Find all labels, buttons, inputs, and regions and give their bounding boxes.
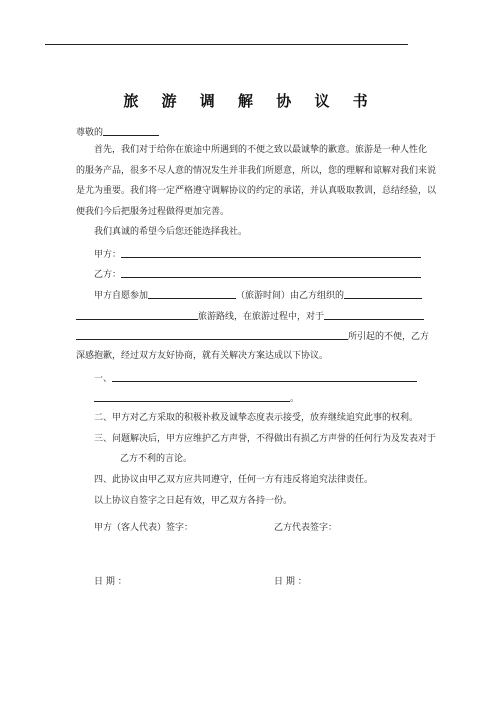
- item4: 四、此协议由甲乙双方应共同遵守，任何一方有违反将追究法律责任。: [94, 475, 374, 485]
- incident-blank: [324, 310, 424, 320]
- item1-line2: [94, 392, 299, 405]
- party-a-line: [94, 248, 421, 261]
- party-a-blank: [121, 248, 421, 258]
- body-line4: 深感抱歉，经过双方友好协商，就有关解决方案达成以下协议。: [76, 351, 329, 361]
- tour-time-blank: [148, 289, 236, 299]
- body-d: 所引起的不便，乙方: [348, 332, 430, 342]
- party-b-line: [94, 268, 421, 281]
- item1-blank: [112, 372, 417, 382]
- body-line2: [76, 310, 424, 323]
- route-blank: [76, 310, 198, 320]
- body-c: 旅游路线，在旅游过程中，对于: [198, 312, 325, 322]
- party-b-label: 乙方：: [94, 270, 122, 280]
- item1-line: [94, 372, 417, 385]
- incident-blank-2: [76, 330, 348, 340]
- item3: 三、问题解决后，甲方应维护乙方声誉，不得做出有损乙方声誉的任何行为及发表对于: [94, 434, 437, 444]
- header-rule: [45, 44, 408, 45]
- item1-blank-2: [94, 392, 290, 402]
- party-a-label: 甲方：: [94, 250, 122, 260]
- recipient-blank: [103, 126, 159, 136]
- item2: 二、甲方对乙方采取的积极补救及诚挚态度表示接受，放弃继续追究此事的权利。: [94, 413, 419, 423]
- para1-line4: 便我们今后把服务过程做得更加完善。: [76, 207, 230, 217]
- para2: 我们真诚的希望今后您还能选择我社。: [94, 227, 248, 237]
- body-line3: [76, 330, 429, 343]
- organizer-blank: [344, 289, 422, 299]
- party-b-signature-label: 乙方代表签字：: [274, 523, 338, 533]
- party-a-date-label: 日 期 ：: [94, 577, 127, 587]
- para1-line1: 首先，我们对于给你在旅途中所遇到的不便之致以最诚挚的歉意。旅游是一种人性化: [94, 145, 428, 155]
- item1-end: 。: [290, 394, 300, 404]
- body-a: 甲方自愿参加: [94, 291, 149, 301]
- item1-label: 一、: [94, 374, 113, 384]
- body-line1: [94, 289, 422, 302]
- para1-line3: 是尤为重要。我们将一定严格遵守调解协议的约定的承诺，并认真吸取教训，总结经验，以: [76, 186, 437, 196]
- salutation-line: [76, 126, 159, 139]
- party-b-blank: [121, 268, 421, 278]
- document-title: 旅 游 调 解 协 议 书: [123, 92, 377, 110]
- salutation: 尊敬的: [76, 128, 104, 138]
- para1-line2: 的服务产品，很多不尽人意的情况发生并非我们所愿意，所以，您的理解和谅解对我们来说: [76, 166, 437, 176]
- item3-cont: 乙方不利的言论。: [120, 454, 193, 464]
- body-b: （旅游时间）由乙方组织的: [236, 291, 345, 301]
- party-a-signature-label: 甲方（客人代表）签字：: [94, 523, 194, 533]
- effect-clause: 以上协议自签字之日起有效，甲乙双方各持一份。: [94, 496, 293, 506]
- party-b-date-label: 日 期 ：: [274, 577, 307, 587]
